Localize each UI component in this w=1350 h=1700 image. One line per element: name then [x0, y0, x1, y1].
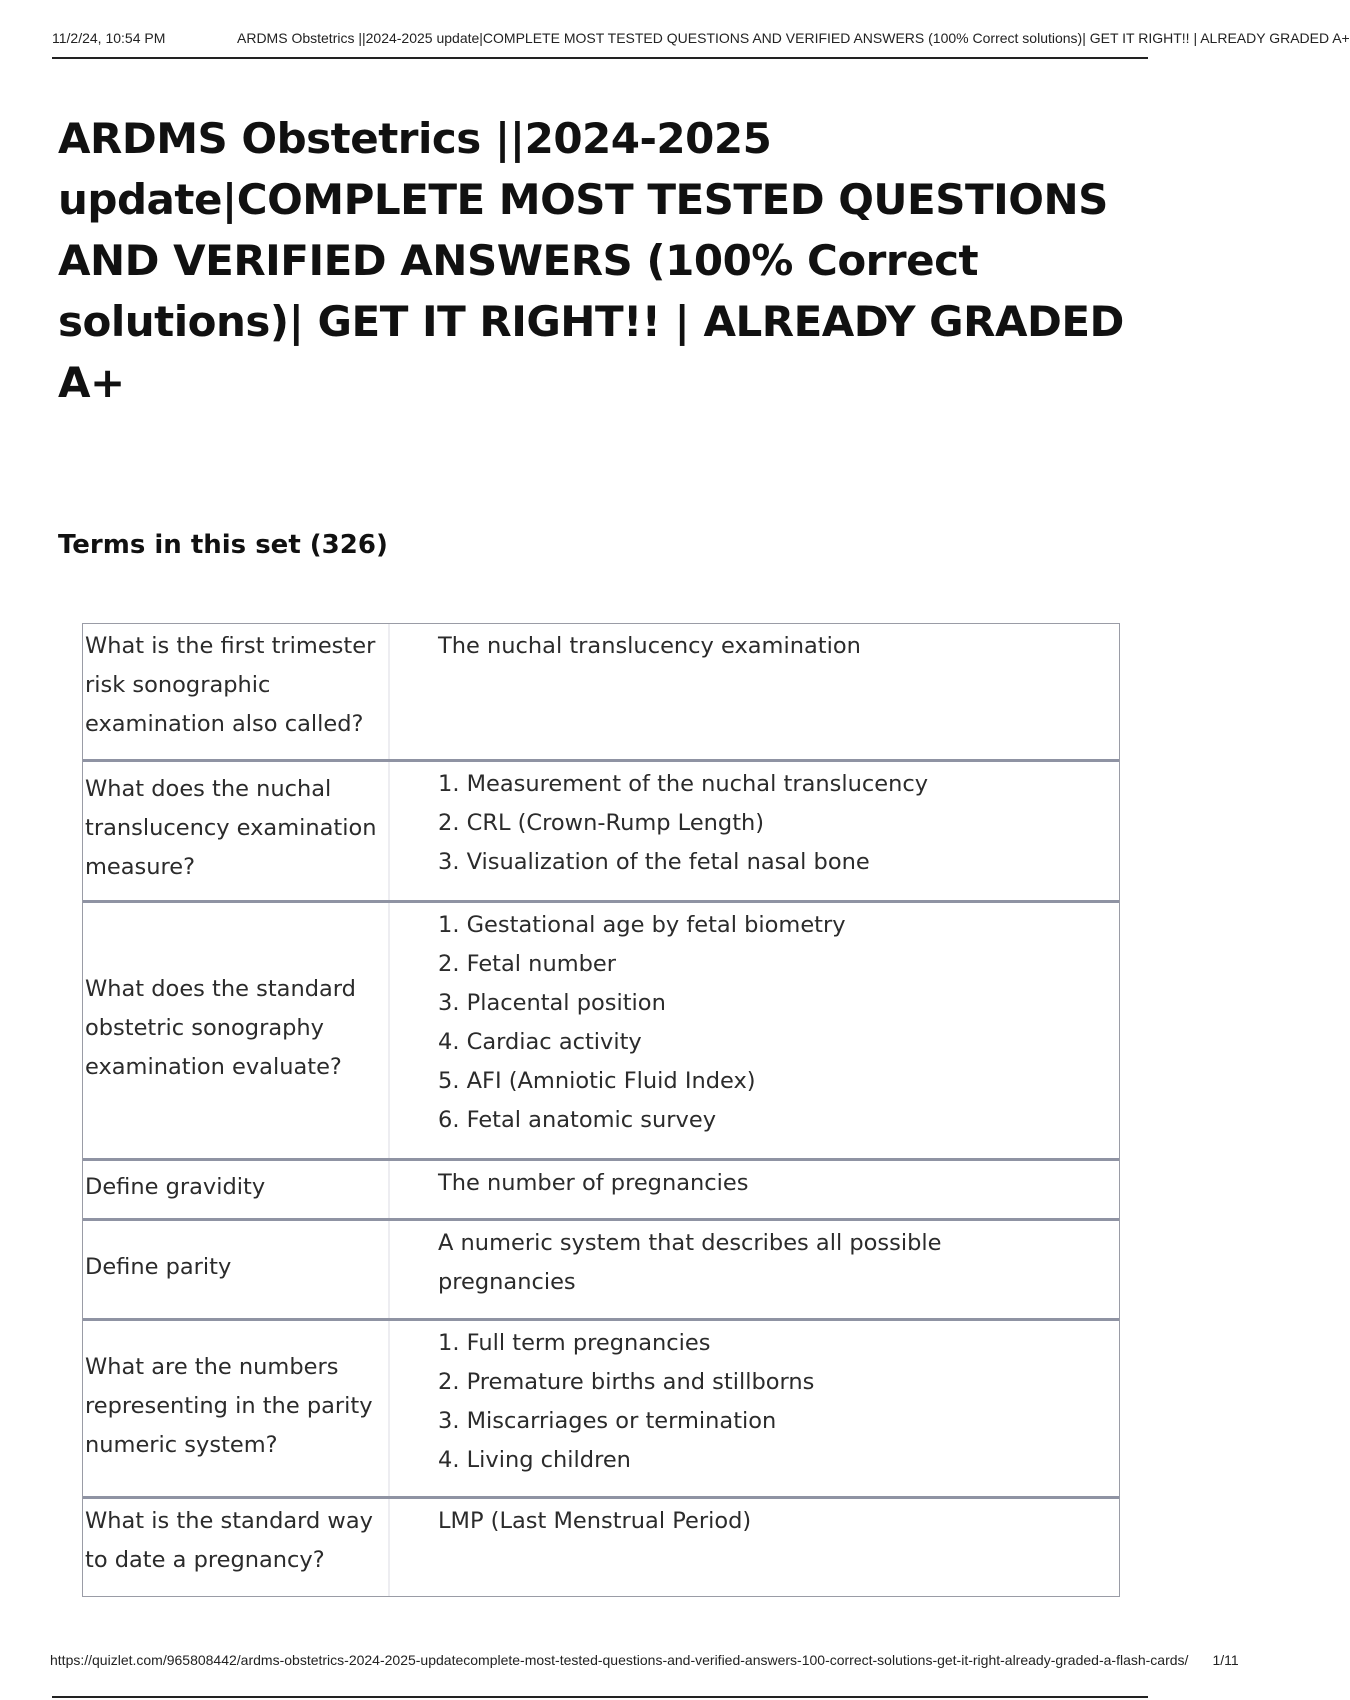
card-definition: [390, 1499, 1119, 1596]
definition-line: 1. Gestational age by fetal biometry: [438, 912, 846, 938]
card-term: [83, 1221, 390, 1318]
print-header: [52, 30, 1350, 46]
definition-line: 2. CRL (Crown-Rump Length): [438, 810, 765, 836]
terms-count-heading: Terms in this set (326): [58, 530, 388, 560]
header-divider: [52, 57, 1148, 59]
definition-line: LMP (Last Menstrual Period): [438, 1508, 752, 1534]
card-term: [83, 624, 390, 759]
flashcard-table: [82, 623, 1120, 1597]
page-title: ARDMS Obstetrics ||2024-2025 update|COMPLETE MOST TESTED QUESTIONS AND VERIFIED ANSWERS (100% Correct solutions)| GET IT RIGHT!! | ALREADY GRADED A+: [58, 114, 1124, 407]
card-definition: [390, 1161, 1119, 1218]
page-number: 1/11: [1212, 1652, 1239, 1668]
definition-line: 2. Fetal number: [438, 951, 617, 977]
print-footer: [50, 1652, 1239, 1668]
print-document-title: ARDMS Obstetrics ||2024-2025 update|COMPLETE MOST TESTED QUESTIONS AND VERIFIED ANSWERS (100% Correct solutions)| GET IT RIGHT!! | ALREADY GRADED A+: [237, 30, 1350, 46]
definition-line: 1. Full term pregnancies: [438, 1330, 711, 1356]
term-text: Define gravidity: [85, 1173, 266, 1200]
card-definition: [390, 903, 1119, 1158]
definition-line: 6. Fetal anatomic survey: [438, 1107, 717, 1133]
term-text: What does the nuchal translucency examination measure?: [85, 776, 377, 880]
flashcard-row: [83, 1496, 1119, 1596]
card-term: [83, 903, 390, 1158]
term-text: What does the standard obstetric sonography examination evaluate?: [85, 975, 356, 1080]
card-term: [83, 1499, 390, 1596]
footer-divider: [52, 1696, 1148, 1698]
definition-line: 4. Cardiac activity: [438, 1029, 642, 1055]
definition-line: 1. Measurement of the nuchal translucency: [438, 771, 929, 797]
flashcard-row: [83, 624, 1119, 759]
card-term: [83, 1161, 390, 1218]
definition-line: The number of pregnancies: [438, 1170, 749, 1196]
flashcard-row: [83, 1218, 1119, 1318]
definition-line: A numeric system that describes all possible pregnancies: [438, 1230, 942, 1295]
definition-line: 5. AFI (Amniotic Fluid Index): [438, 1068, 756, 1094]
term-text: What is the first trimester risk sonographic examination also called?: [85, 633, 376, 737]
print-timestamp: 11/2/24, 10:54 PM: [52, 30, 166, 46]
flashcard-row: [83, 1158, 1119, 1218]
card-term: [83, 762, 390, 900]
flashcard-row: [83, 900, 1119, 1158]
definition-line: 4. Living children: [438, 1447, 631, 1473]
definition-line: 3. Placental position: [438, 990, 666, 1016]
card-definition: [390, 1221, 1119, 1318]
definition-line: 3. Visualization of the fetal nasal bone: [438, 849, 870, 875]
term-text: What are the numbers representing in the parity numeric system?: [85, 1353, 373, 1458]
card-definition: [390, 1321, 1119, 1496]
flashcard-row: [83, 1318, 1119, 1496]
source-url: https://quizlet.com/965808442/ardms-obstetrics-2024-2025-updatecomplete-most-tested-questions-and-verified-answers-100-correct-solutions-get-it-right-already-graded-a-flash-cards/: [50, 1652, 1189, 1668]
flashcard-row: [83, 759, 1119, 900]
definition-line: The nuchal translucency examination: [438, 633, 861, 659]
term-text: Define parity: [85, 1253, 232, 1280]
definition-line: 3. Miscarriages or termination: [438, 1408, 777, 1434]
card-definition: [390, 624, 1119, 759]
term-text: What is the standard way to date a pregnancy?: [85, 1508, 373, 1573]
card-definition: [390, 762, 1119, 900]
definition-line: 2. Premature births and stillborns: [438, 1369, 815, 1395]
card-term: [83, 1321, 390, 1496]
